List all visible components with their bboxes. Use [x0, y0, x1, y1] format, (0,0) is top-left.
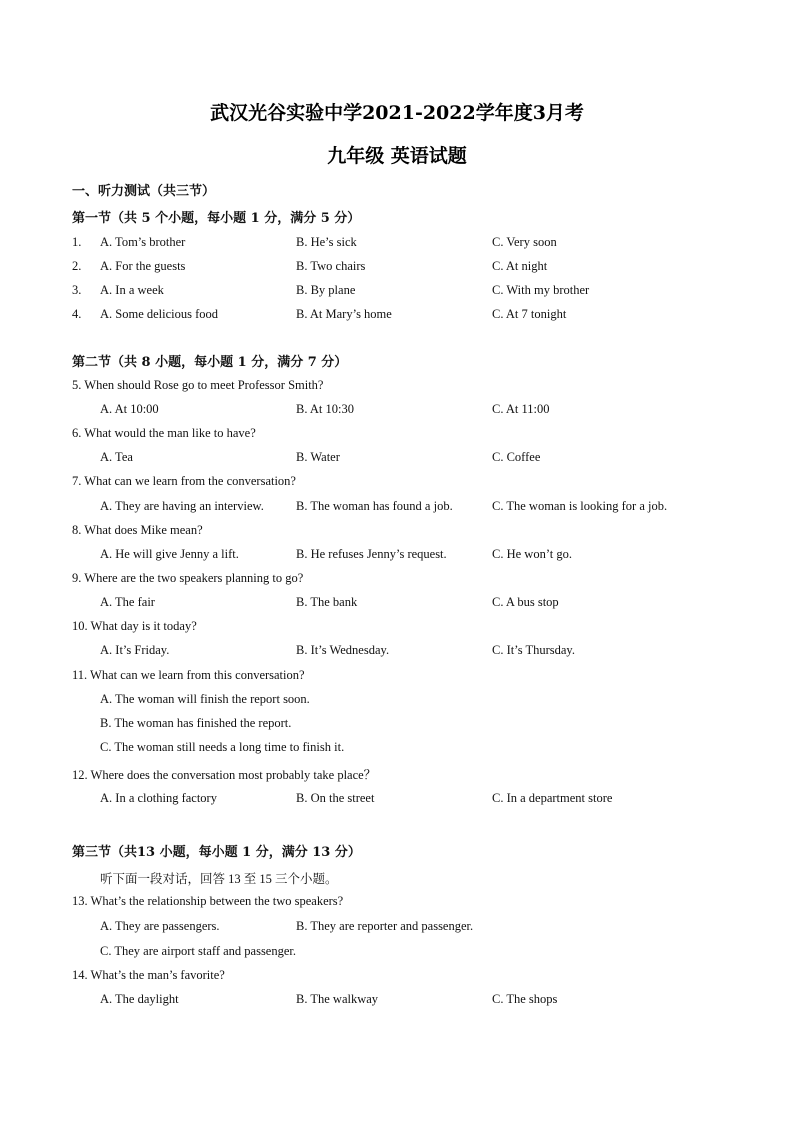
option-b: B. He refuses Jenny’s request.: [296, 547, 447, 561]
question-8: 8. What does Mike mean?: [72, 523, 203, 537]
exam-title: 武汉光谷实验中学2021-2022学年度3月考: [210, 102, 584, 124]
question-13: 13. What’s the relationship between the two speakers?: [72, 894, 344, 908]
question-12: 12. Where does the conversation most probably take place？: [72, 768, 377, 782]
option-a: A. The woman will finish the report soon.: [100, 692, 310, 706]
option-a: A. At 10:00: [100, 402, 159, 416]
option-a: A. Tea: [100, 450, 133, 464]
option-a: A. Some delicious food: [100, 307, 219, 321]
option-a: A. The fair: [100, 595, 155, 609]
section3-instruction: 听下面一段对话，回答 13 至 15 三个小题。: [100, 872, 338, 886]
section2-heading: 第二节（共 8 小题，每小题 1 分，满分 7 分）: [72, 355, 348, 370]
option-b: B. He’s sick: [296, 235, 357, 249]
question-number: 3.: [72, 283, 82, 297]
option-b: B. At 10:30: [296, 402, 354, 416]
option-a: A. Tom’s brother: [100, 235, 186, 249]
option-b: B. They are reporter and passenger.: [296, 919, 474, 933]
option-c: C. Very soon: [492, 235, 557, 249]
question-14: 14. What’s the man’s favorite?: [72, 968, 225, 982]
option-c: C. The shops: [492, 992, 558, 1006]
option-b: B. By plane: [296, 283, 356, 297]
option-b: B. The bank: [296, 595, 358, 609]
option-a: A. For the guests: [100, 259, 186, 273]
question-7: 7. What can we learn from the conversation?: [72, 474, 296, 488]
option-c: C. With my brother: [492, 283, 590, 297]
option-c: C. It’s Thursday.: [492, 643, 575, 657]
option-b: B. It’s Wednesday.: [296, 643, 390, 657]
question-5: 5. When should Rose go to meet Professor Smith?: [72, 378, 324, 392]
exam-subtitle: 九年级 英语试题: [327, 145, 467, 167]
option-c: C. In a department store: [492, 791, 613, 805]
option-c: C. The woman is looking for a job.: [492, 499, 668, 513]
option-c: C. At night: [492, 259, 548, 273]
option-b: B. On the street: [296, 791, 375, 805]
option-b: B. Water: [296, 450, 340, 464]
option-a: A. It’s Friday.: [100, 643, 170, 657]
question-10: 10. What day is it today?: [72, 619, 197, 633]
option-b: B. The walkway: [296, 992, 379, 1006]
option-b: B. At Mary’s home: [296, 307, 392, 321]
question-11: 11. What can we learn from this conversation?: [72, 668, 305, 682]
section1-heading: 第一节（共 5 个小题，每小题 1 分，满分 5 分）: [72, 211, 361, 226]
part-heading: 一、听力测试（共三节）: [72, 184, 216, 199]
option-a: A. In a clothing factory: [100, 791, 217, 805]
option-b: B. Two chairs: [296, 259, 366, 273]
question-number: 1.: [72, 235, 82, 249]
question-9: 9. Where are the two speakers planning to go?: [72, 571, 304, 585]
option-c: C. He won’t go.: [492, 547, 572, 561]
option-a: A. He will give Jenny a lift.: [100, 547, 239, 561]
option-c: C. A bus stop: [492, 595, 559, 609]
option-a: A. In a week: [100, 283, 164, 297]
option-c: C. They are airport staff and passenger.: [100, 944, 297, 958]
option-b: B. The woman has found a job.: [296, 499, 453, 513]
option-c: C. At 11:00: [492, 402, 550, 416]
option-a: A. The daylight: [100, 992, 179, 1006]
section3-heading: 第三节（共13 小题，每小题 1 分，满分 13 分）: [72, 845, 361, 860]
option-c: C. The woman still needs a long time to finish it.: [100, 740, 345, 754]
option-a: A. They are passengers.: [100, 919, 220, 933]
option-c: C. Coffee: [492, 450, 541, 464]
question-number: 2.: [72, 259, 82, 273]
option-b: B. The woman has finished the report.: [100, 716, 292, 730]
option-c: C. At 7 tonight: [492, 307, 567, 321]
option-a: A. They are having an interview.: [100, 499, 264, 513]
question-number: 4.: [72, 307, 82, 321]
question-6: 6. What would the man like to have?: [72, 426, 256, 440]
